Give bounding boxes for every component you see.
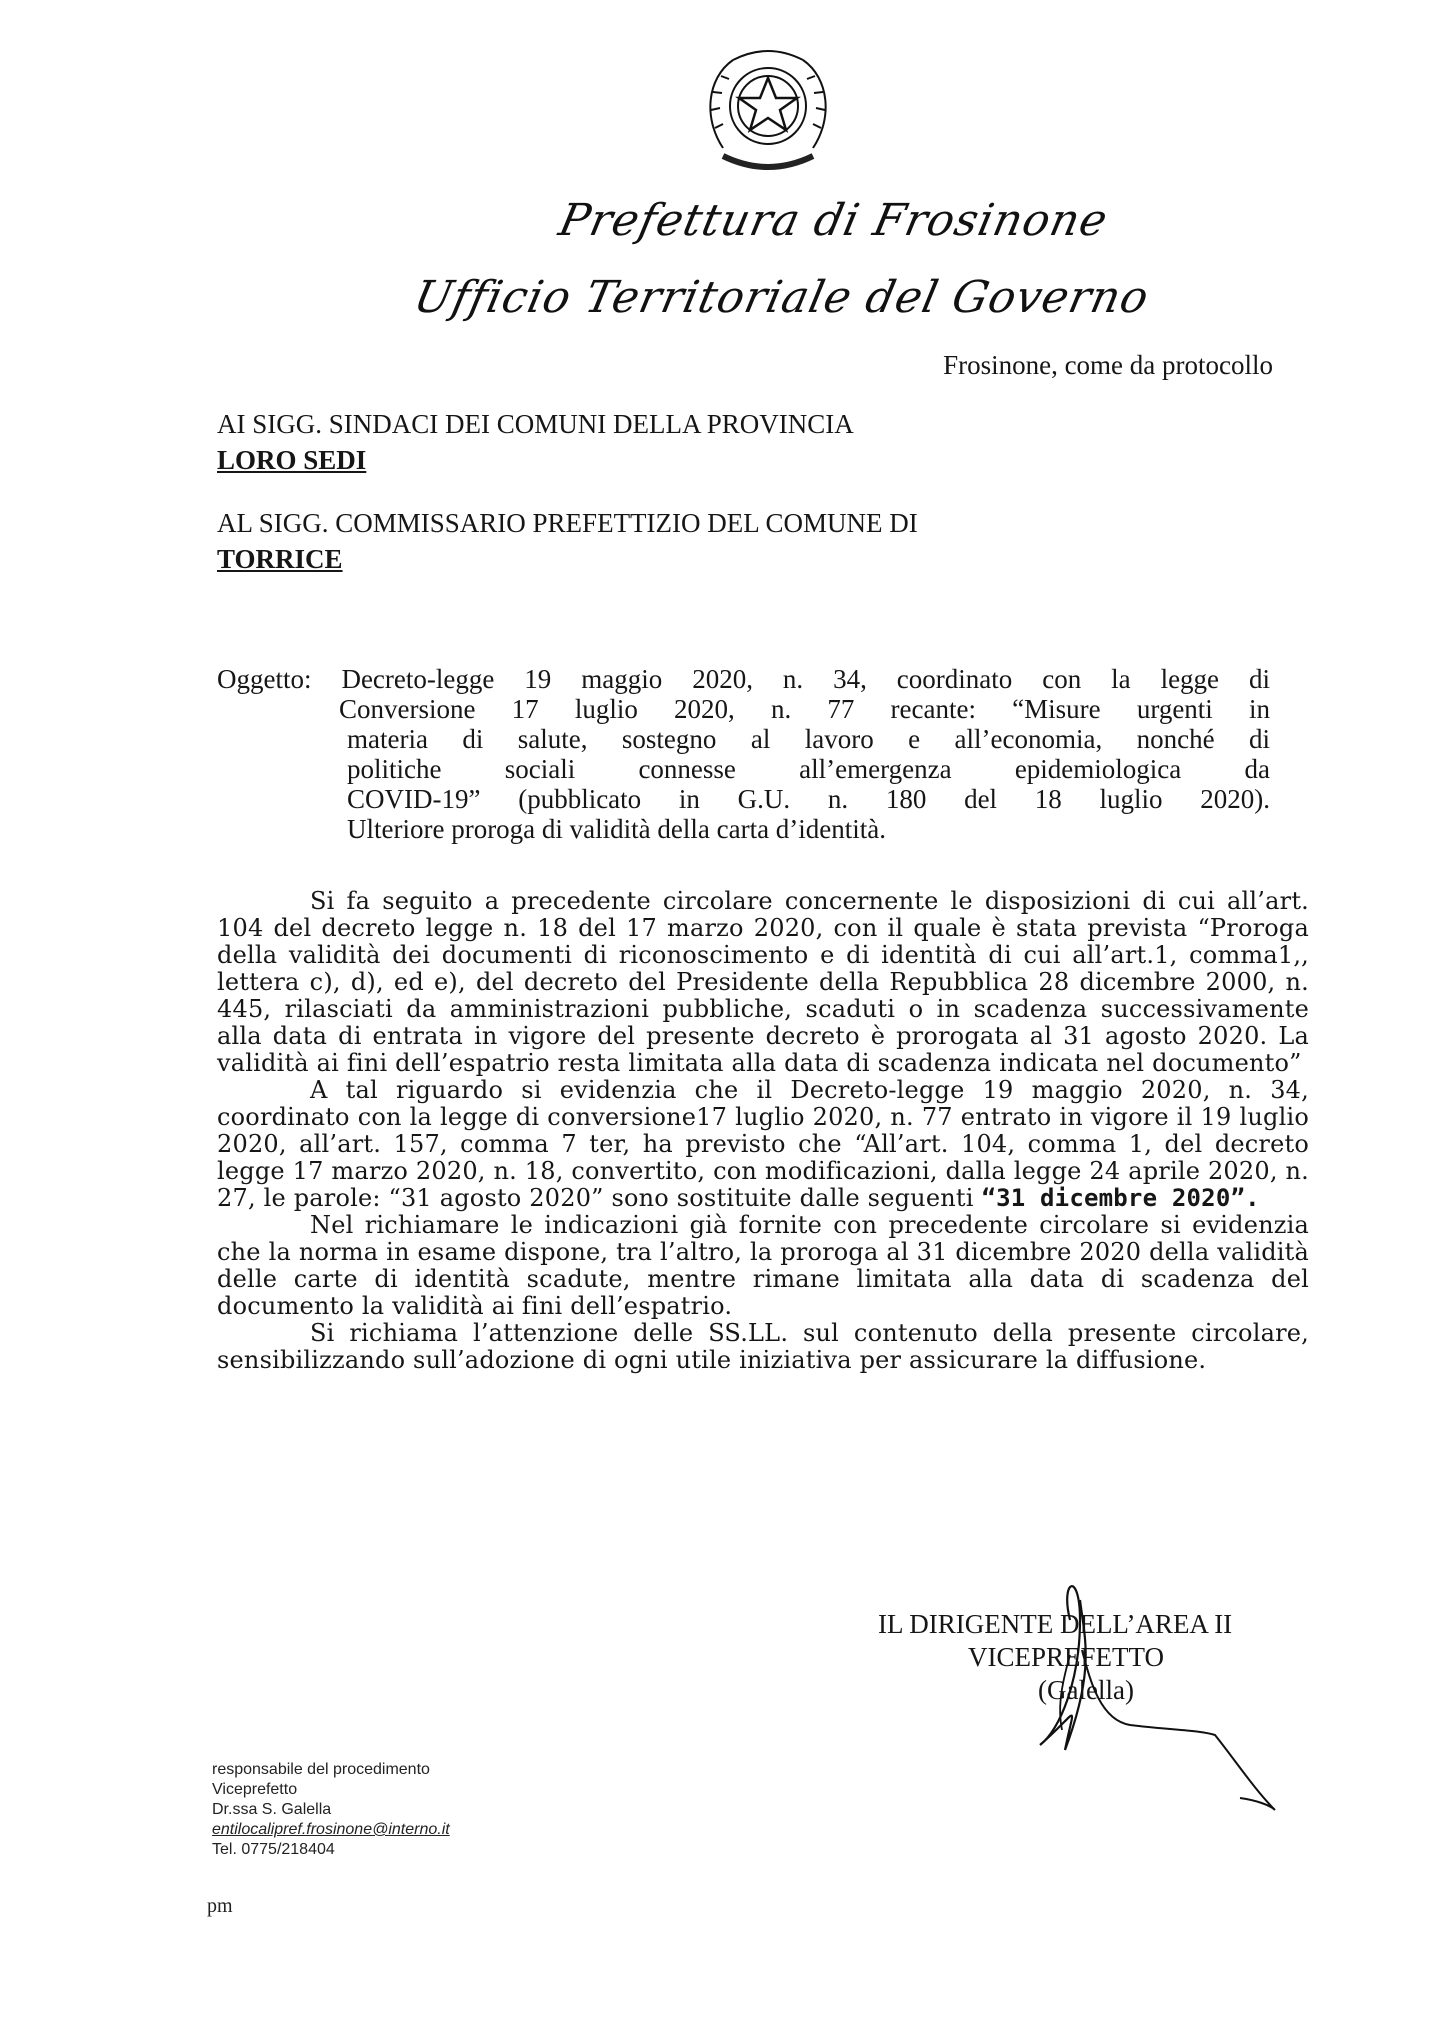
subject-line: politiche sociali connesse all’emergenza epidemiologica da [347, 754, 1270, 784]
footer-contact [212, 1760, 450, 1860]
subject-line: materia di salute, sostegno al lavoro e all’economia, nonché di [347, 724, 1270, 754]
subject-line: Ulteriore proroga di validità della carta d’identità. [347, 814, 887, 844]
recipient-line: AI SIGG. SINDACI DEI COMUNI DELLA PROVINCIA [217, 409, 854, 439]
footer-phone: Tel. 0775/218404 [212, 1841, 335, 1858]
signatory-title: IL DIRIGENTE DELL’AREA II [878, 1609, 1233, 1639]
footer-email-link[interactable]: entilocalipref.frosinone@interno.it [212, 1821, 450, 1838]
body-paragraph: Si richiama l’attenzione delle SS.LL. sul contenuto della presente circolare, sensibilizzando sull’adozione di ogni utile iniziativa per assicurare la diffusione. [217, 1319, 1309, 1374]
handwritten-signature-icon [1000, 1560, 1300, 1830]
subject-line: Conversione 17 luglio 2020, n. 77 recante: “Misure urgenti in [339, 694, 1270, 724]
subject-block [217, 664, 1270, 844]
subject-line: Oggetto: Decreto-legge 19 maggio 2020, n. 34, coordinato con la legge di [217, 664, 1270, 694]
letter-body [217, 888, 1309, 1374]
recipient-line: AL SIGG. COMMISSARIO PREFETTIZIO DEL COMUNE DI [217, 508, 918, 538]
footer-name: Dr.ssa S. Galella [212, 1801, 332, 1818]
body-paragraph: A tal riguardo si evidenzia che il Decreto-legge 19 maggio 2020, n. 34, coordinato con la legge di conversione17 luglio 2020, n. 77 entrato in vigore il 19 luglio 2020, all’art. 157, comma 7 ter, ha previsto che “All’art. 104, comma 1, del decreto legge 17 marzo 2020, n. 18, convertito, con modificazioni, dalla legge 24 aprile 2020, n. 27, le parole: “31 agosto 2020” sono sostituite dalle seguenti “31 dicembre 2020”. [217, 1076, 1309, 1212]
recipient-place: TORRICE [217, 544, 343, 574]
prefecture-name: Prefettura di Frosinone [554, 195, 1113, 246]
body-paragraph: Nel richiamare le indicazioni già fornite con precedente circolare si evidenzia che la norma in esame dispone, tra l’altro, la proroga al 31 dicembre 2020 della validità delle carte di identità scadute, mentre rimane limitata alla data di scadenza del documento la validità ai fini dell’espatrio. [217, 1211, 1309, 1320]
author-initials: pm [207, 1895, 233, 1917]
footer-role: responsabile del procedimento [212, 1761, 430, 1778]
italian-republic-emblem-icon [693, 38, 843, 188]
subject-line: COVID-19” (pubblicato in G.U. n. 180 del 18 luglio 2020). [347, 784, 1270, 814]
recipient-mayors [217, 406, 854, 478]
signatory-name: (Galella) [1038, 1675, 1134, 1705]
date-line: Frosinone, come da protocollo [943, 350, 1273, 380]
subject-label: Oggetto: [217, 664, 312, 694]
body-paragraph: Si fa seguito a precedente circolare concernente le disposizioni di cui all’art. 104 del decreto legge n. 18 del 17 marzo 2020, con il quale è stata prevista “Proroga della validità dei documenti di riconoscimento e di identità di cui all’art.1, comma1,, lettera c), d), ed e), del decreto del Presidente della Repubblica 28 dicembre 2000, n. 445, rilasciati da amministrazioni pubbliche, scaduti o in scadenza successivamente alla data di entrata in vigore del presente decreto è prorogata al 31 agosto 2020. La validità ai fini dell’espatrio resta limitata alla data di scadenza indicata nel documento” [217, 887, 1309, 1077]
recipient-commissioner [217, 505, 918, 577]
recipient-place: LORO SEDI [217, 445, 367, 475]
new-deadline: “31 dicembre 2020”. [981, 1184, 1260, 1212]
signatory-role: VICEPREFETTO [968, 1642, 1165, 1672]
office-name: Ufficio Territoriale del Governo [409, 272, 1154, 323]
footer-title: Viceprefetto [212, 1781, 298, 1798]
